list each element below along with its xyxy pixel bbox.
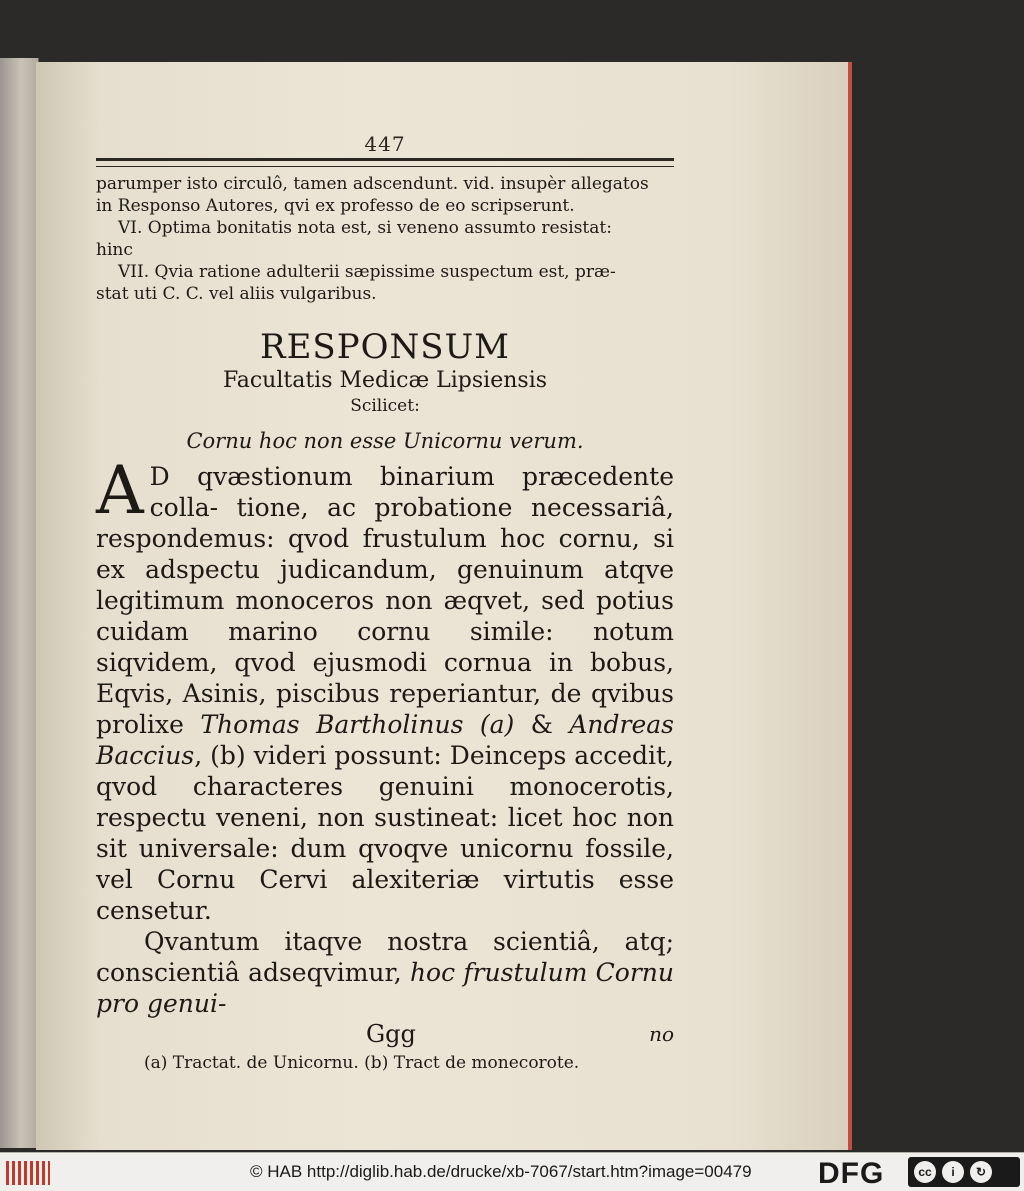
item-vii-cont: stat uti C. C. vel aliis vulgaribus. <box>96 284 377 304</box>
by-icon: i <box>942 1161 964 1183</box>
drop-cap: A <box>96 452 144 529</box>
section-subtitle: Facultatis Medicæ Lipsiensis <box>222 368 548 393</box>
source-link[interactable]: © HAB http://diglib.hab.de/drucke/xb-7067/start.htm?image=00479 <box>250 1162 752 1181</box>
license-badge[interactable] <box>908 1157 1020 1187</box>
para2-text: Qvantum itaqve nostra scientiâ, atq; conscientiâ adseqvimur, <box>96 927 674 987</box>
paragraph-2 <box>96 926 674 1019</box>
barcode-icon <box>6 1161 50 1185</box>
previous-page-edge <box>0 58 39 1148</box>
section-subsubtitle: Scilicet: <box>350 396 420 416</box>
signature-mark: Ggg <box>366 1020 416 1048</box>
signature-line <box>96 1019 674 1049</box>
item-vi: VI. Optima bonitatis nota est, si veneno assumto resistat: <box>118 218 612 238</box>
sa-icon: ↻ <box>970 1161 992 1183</box>
author-name-2: Andreas Baccius <box>96 710 674 770</box>
paragraph-1 <box>96 452 674 926</box>
motto: Cornu hoc non esse Unicornu verum. <box>186 429 584 453</box>
viewer-footer <box>0 1152 1024 1191</box>
footnote: (a) Tractat. de Unicornu. (b) Tract de monecorote. <box>144 1053 580 1073</box>
cc-icon: cc <box>914 1161 936 1183</box>
catchword: no <box>649 1022 674 1046</box>
top-line-1: parumper isto circulô, tamen adscendunt. vid. insupèr allegatos <box>96 174 649 194</box>
para1-and: & <box>514 710 570 739</box>
page-number: 447 <box>364 132 406 156</box>
header-rule <box>96 158 674 167</box>
para1-end: , (b) videri possunt: Deinceps accedit, qvod characteres genuini monocerotis, respectu veneni, non sustineat: licet hoc non sit universale: dum qvoqve unicornu fossile, vel Cornu Cervi alexiteriæ virtutis esse censetur. <box>96 741 674 925</box>
item-vii: VII. Qvia ratione adulterii sæpissime suspectum est, præ- <box>118 262 616 282</box>
top-line-2: in Responso Autores, qvi ex professo de eo scripserunt. <box>96 196 575 216</box>
para2-italic: hoc frustulum Cornu pro genui- <box>96 958 674 1018</box>
item-vi-cont: hinc <box>96 240 133 260</box>
author-name-1: Thomas Bartholinus (a) <box>200 710 515 739</box>
dfg-logo: DFG <box>818 1157 885 1190</box>
section-title: RESPONSUM <box>260 327 510 367</box>
page-red-edge <box>848 62 852 1150</box>
page-content <box>96 132 674 1073</box>
para1-text: D qvæstionum binarium præcedente colla- tione, ac probatione necessariâ, respondemus: qvod frustulum hoc cornu, si ex adspectu judicandum, genuinum atqve legitimum monoceros non æqvet, sed potius cuidam marino cornu simile: notum siqvidem, qvod ejusmodi cornua in bobus, Eqvis, Asinis, piscibus reperiantur, de qvibus prolixe <box>96 462 674 739</box>
